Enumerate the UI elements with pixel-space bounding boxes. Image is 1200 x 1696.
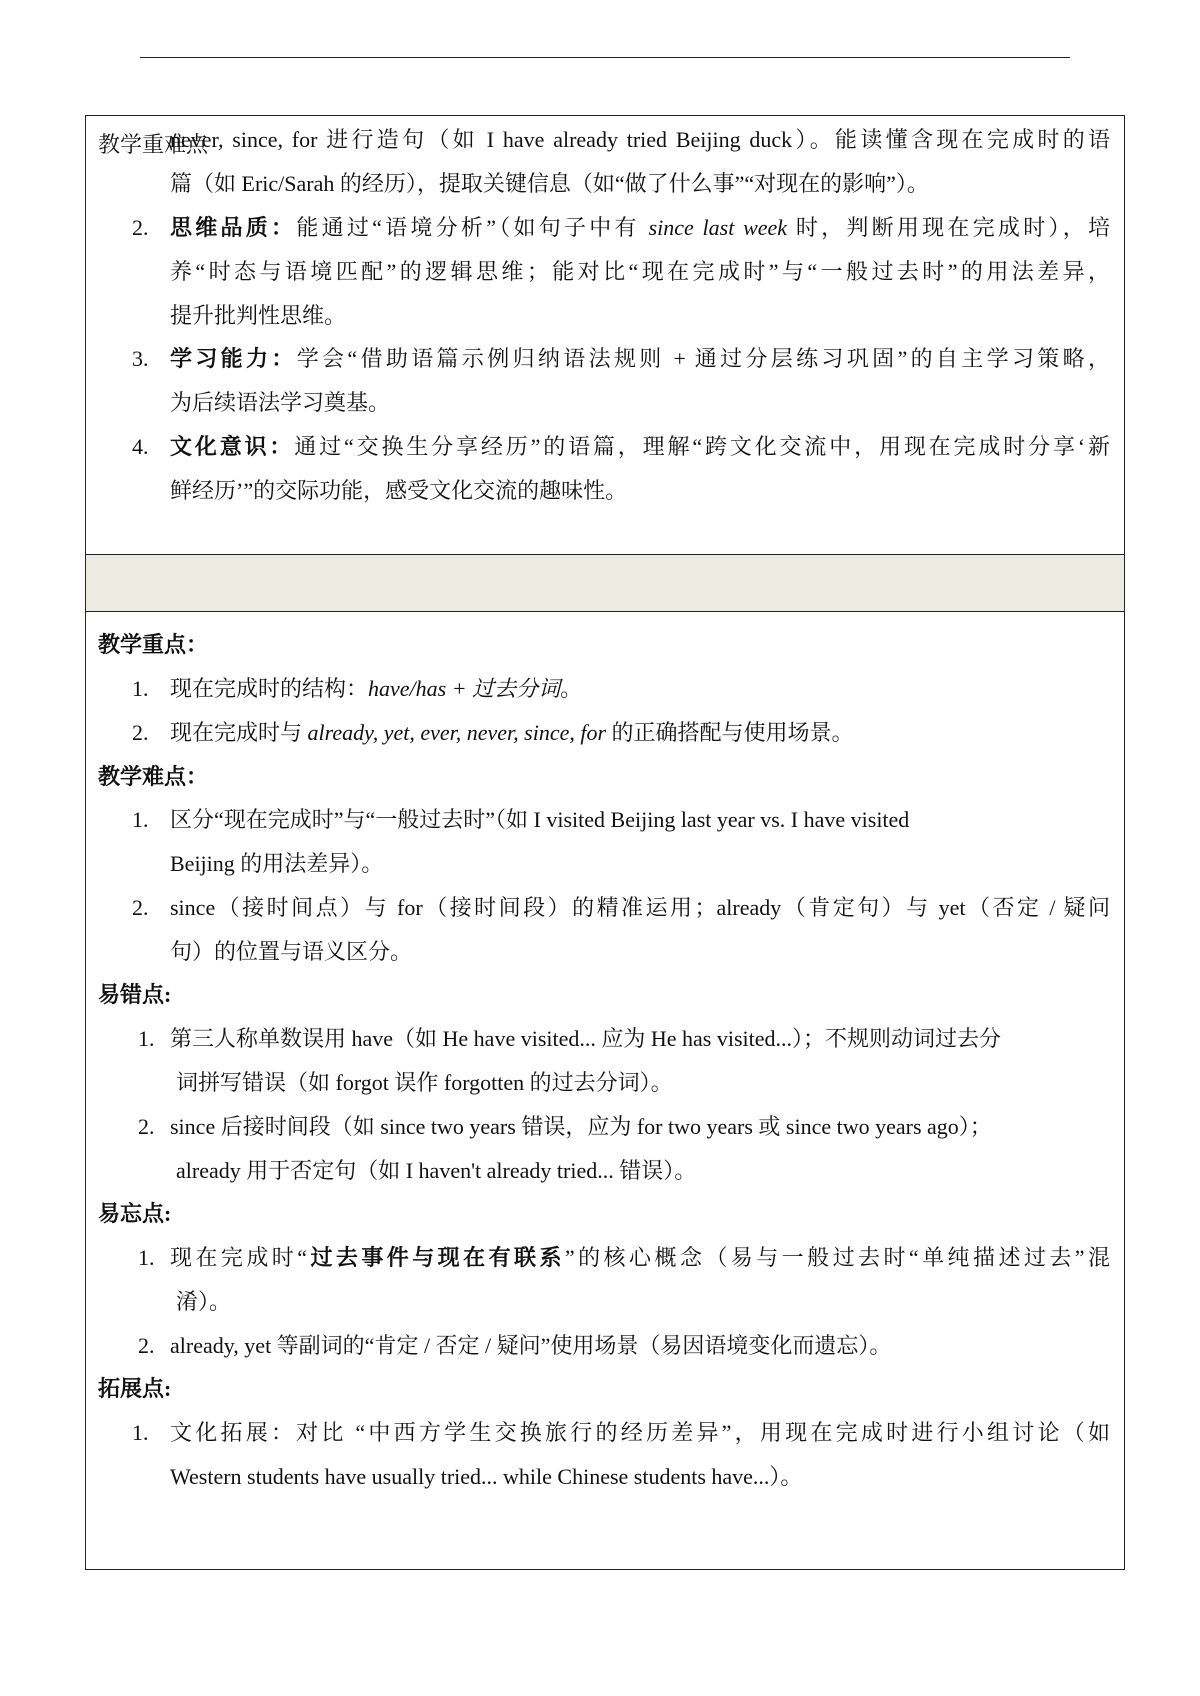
difficulty-heading: 教学难点：	[98, 764, 209, 789]
extension-1-number: 1.	[132, 1420, 149, 1445]
objective-4-label: 文化意识：	[170, 434, 295, 459]
focus-1-text-c: 。	[560, 676, 583, 701]
objective-2-text-c: 时，判断用现在完成时），培	[787, 215, 1110, 240]
extension-1-line-1: 文化拓展：对比 “中西方学生交换旅行的经历差异”，用现在完成时进行小组讨论（如	[170, 1420, 1110, 1445]
focus-heading: 教学重点：	[98, 632, 209, 657]
objective-4-number: 4.	[132, 434, 149, 459]
section-header-title: 教学重难点	[98, 132, 209, 157]
objective-2-text-a: 能通过“语境分析”（如句子中有	[296, 215, 649, 240]
objective-3-line-2: 为后续语法学习奠基。	[170, 390, 391, 415]
errors-2-number: 2.	[138, 1114, 155, 1139]
forget-2-line-1: already, yet 等副词的“肯定 / 否定 / 疑问”使用场景（易因语境变化而遗忘）。	[170, 1333, 892, 1358]
forget-1-text-b: 过去事件与现在有联系	[307, 1245, 565, 1270]
difficulty-1-line-2: Beijing 的用法差异）。	[170, 851, 384, 876]
objective-3-label: 学习能力：	[170, 346, 297, 371]
extension-heading: 拓展点:	[98, 1376, 172, 1401]
difficulty-1-line-1: 区分“现在完成时”与“一般过去时”（如 I visited Beijing last year vs. I have visited	[170, 807, 910, 832]
objective-2-text-b: since last week	[648, 215, 788, 240]
difficulty-2-line-2: 句）的位置与语义区分。	[170, 939, 413, 964]
focus-1-text-b: have/has + 过去分词	[368, 676, 561, 701]
difficulty-2-number: 2.	[132, 895, 149, 920]
errors-1-line-2: 词拼写错误（如 forgot 误作 forgotten 的过去分词）。	[176, 1070, 673, 1095]
objective-4-text: 通过“交换生分享经历”的语篇，理解“跨文化交流中，用现在完成时分享‘新	[294, 434, 1110, 459]
objective-1-line-1: never, since, for 进行造句（如 I have already tried Beijing duck）。能读懂含现在完成时的语	[170, 127, 1110, 152]
errors-2-line-1: since 后接时间段（如 since two years 错误，应为 for two years 或 since two years ago）；	[170, 1114, 992, 1139]
errors-heading: 易错点:	[98, 982, 172, 1007]
objective-1-line-2: 篇（如 Eric/Sarah 的经历），提取关键信息（如“做了什么事”“对现在的影响”）。	[170, 171, 929, 196]
forget-1-number: 1.	[138, 1245, 155, 1270]
focus-2-text-a: 现在完成时与	[170, 720, 308, 745]
errors-1-line-1: 第三人称单数误用 have（如 He have visited... 应为 He has visited...）；不规则动词过去分	[170, 1026, 1002, 1051]
objective-3-line-1	[170, 344, 1110, 374]
focus-2-text	[170, 718, 854, 748]
errors-2-line-2: already 用于否定句（如 I haven't already tried... 错误）。	[176, 1158, 697, 1183]
objective-2-label: 思维品质：	[170, 215, 297, 240]
key-points-cell	[86, 612, 1124, 1569]
objective-2-number: 2.	[132, 215, 149, 240]
forget-1-text-c: ”的核心概念（易与一般过去时“单纯描述过去”混	[564, 1245, 1110, 1270]
focus-2-number: 2.	[132, 720, 149, 745]
objective-4-line-1	[170, 432, 1110, 462]
objective-2-line-2: 养“时态与语境匹配”的逻辑思维；能对比“现在完成时”与“一般过去时”的用法差异，	[170, 259, 1110, 284]
forget-1-line-1	[170, 1243, 1110, 1273]
objective-3-number: 3.	[132, 346, 149, 371]
extension-1-line-2: Western students have usually tried... while Chinese students have...）。	[170, 1464, 803, 1489]
focus-1-text	[170, 674, 582, 704]
focus-2-text-b: already, yet, ever, never, since, for	[307, 720, 607, 745]
objectives-cell	[86, 116, 1124, 554]
objective-4-line-2: 鲜经历’”的交际功能，感受文化交流的趣味性。	[170, 478, 628, 503]
header-rule	[140, 57, 1070, 58]
focus-1-text-a: 现在完成时的结构：	[170, 676, 369, 701]
forget-heading: 易忘点:	[98, 1201, 172, 1226]
objective-3-text: 学会“借助语篇示例归纳语法规则 + 通过分层练习巩固”的自主学习策略，	[296, 346, 1110, 371]
difficulty-1-number: 1.	[132, 807, 149, 832]
forget-1-line-2: 淆）。	[176, 1289, 232, 1314]
errors-1-number: 1.	[138, 1026, 155, 1051]
difficulty-2-line-1: since（接时间点）与 for（接时间段）的精准运用；already（肯定句）与 yet（否定 / 疑问	[170, 895, 1110, 920]
forget-1-text-a: 现在完成时“	[170, 1245, 307, 1270]
objective-2-line-1	[170, 213, 1110, 243]
focus-1-number: 1.	[132, 676, 149, 701]
objective-2-line-3: 提升批判性思维。	[170, 303, 347, 328]
forget-2-number: 2.	[138, 1333, 155, 1358]
focus-2-text-c: 的正确搭配与使用场景。	[606, 720, 854, 745]
lesson-plan-table	[85, 115, 1125, 1570]
